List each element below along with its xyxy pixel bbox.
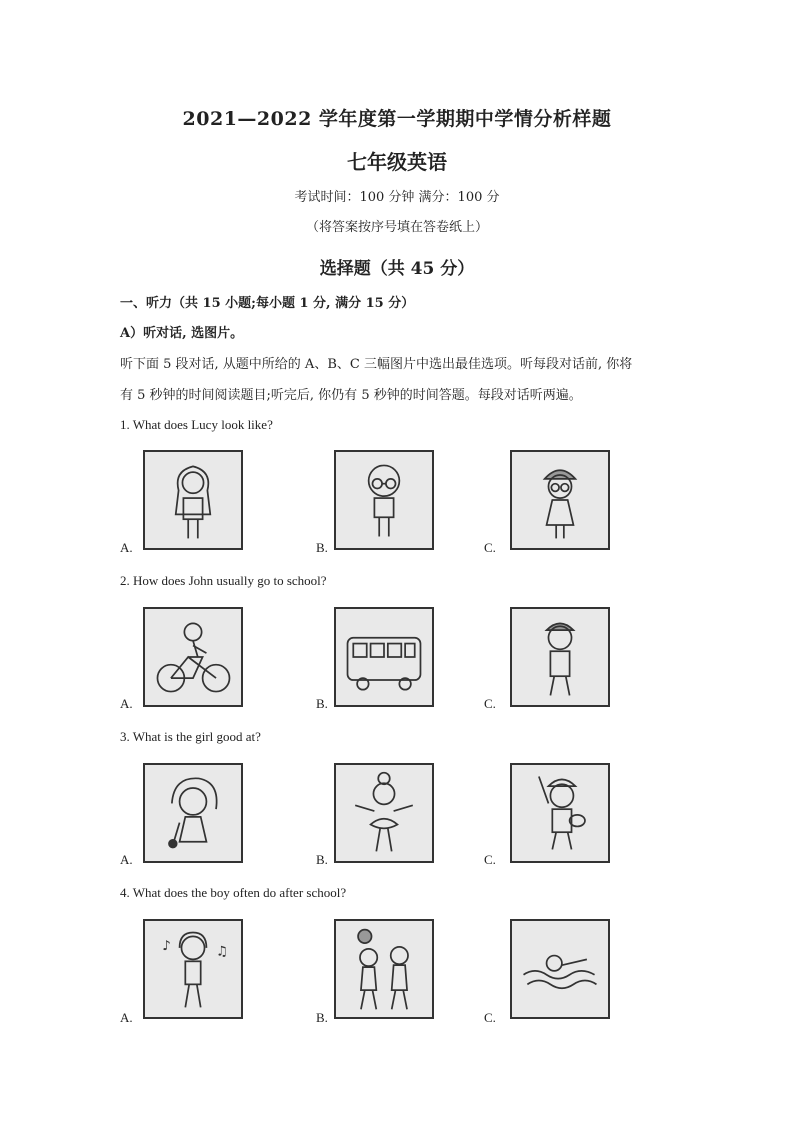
option-label-a: A. [120,696,133,711]
painting-kid-icon [510,763,610,863]
girl-long-hair-icon [143,450,243,550]
option-label-c: C. [484,696,496,711]
singing-girl-icon [143,763,243,863]
svg-text:♫: ♫ [216,944,229,960]
walking-kid-icon [510,607,610,707]
option-label-b: B. [316,852,328,867]
option-label-c: C. [484,1010,496,1025]
girl-hat-glasses-icon [510,450,610,550]
option-label-c: C. [484,852,496,867]
option-label-b: B. [316,540,328,555]
bicycle-icon [143,607,243,707]
option-label-a: A. [120,1010,133,1025]
option-label-c: C. [484,540,496,555]
option-label-b: B. [316,696,328,711]
instruction-line-1: 听下面 5 段对话, 从题中所给的 A、B、C 三幅图片中选出最佳选项。听每段对话前, 你将 [120,357,633,372]
exam-note: （将答案按序号填在答卷纸上） [305,220,488,235]
section-subheading: A）听对话, 选图片。 [120,326,244,341]
option-label-a: A. [120,852,133,867]
swimming-icon [510,919,610,1019]
exam-subject: 七年级英语 [347,150,447,174]
exam-title: 2021—2022 学年度第一学期期中学情分析样题 [182,108,612,130]
music-listening-icon [143,919,243,1019]
bus-icon [334,607,434,707]
volleyball-icon [334,919,434,1019]
option-label-a: A. [120,540,133,555]
question-3: 3. What is the girl good at? [120,729,261,744]
exam-info: 考试时间：100 分钟 满分：100 分 [294,190,500,205]
part-title: 选择题（共 45 分） [319,259,475,279]
boy-glasses-icon [334,450,434,550]
question-4: 4. What does the boy often do after school? [120,885,347,900]
question-2: 2. How does John usually go to school? [120,573,327,588]
option-label-b: B. [316,1010,328,1025]
instruction-line-2: 有 5 秒钟的时间阅读题目;听完后, 你仍有 5 秒钟的时间答题。每段对话听两遍。 [120,388,582,403]
question-1: 1. What does Lucy look like? [120,417,273,432]
dancing-girl-icon [334,763,434,863]
svg-text:♪: ♪ [162,938,171,954]
section-heading: 一、听力（共 15 小题;每小题 1 分, 满分 15 分） [120,296,415,311]
